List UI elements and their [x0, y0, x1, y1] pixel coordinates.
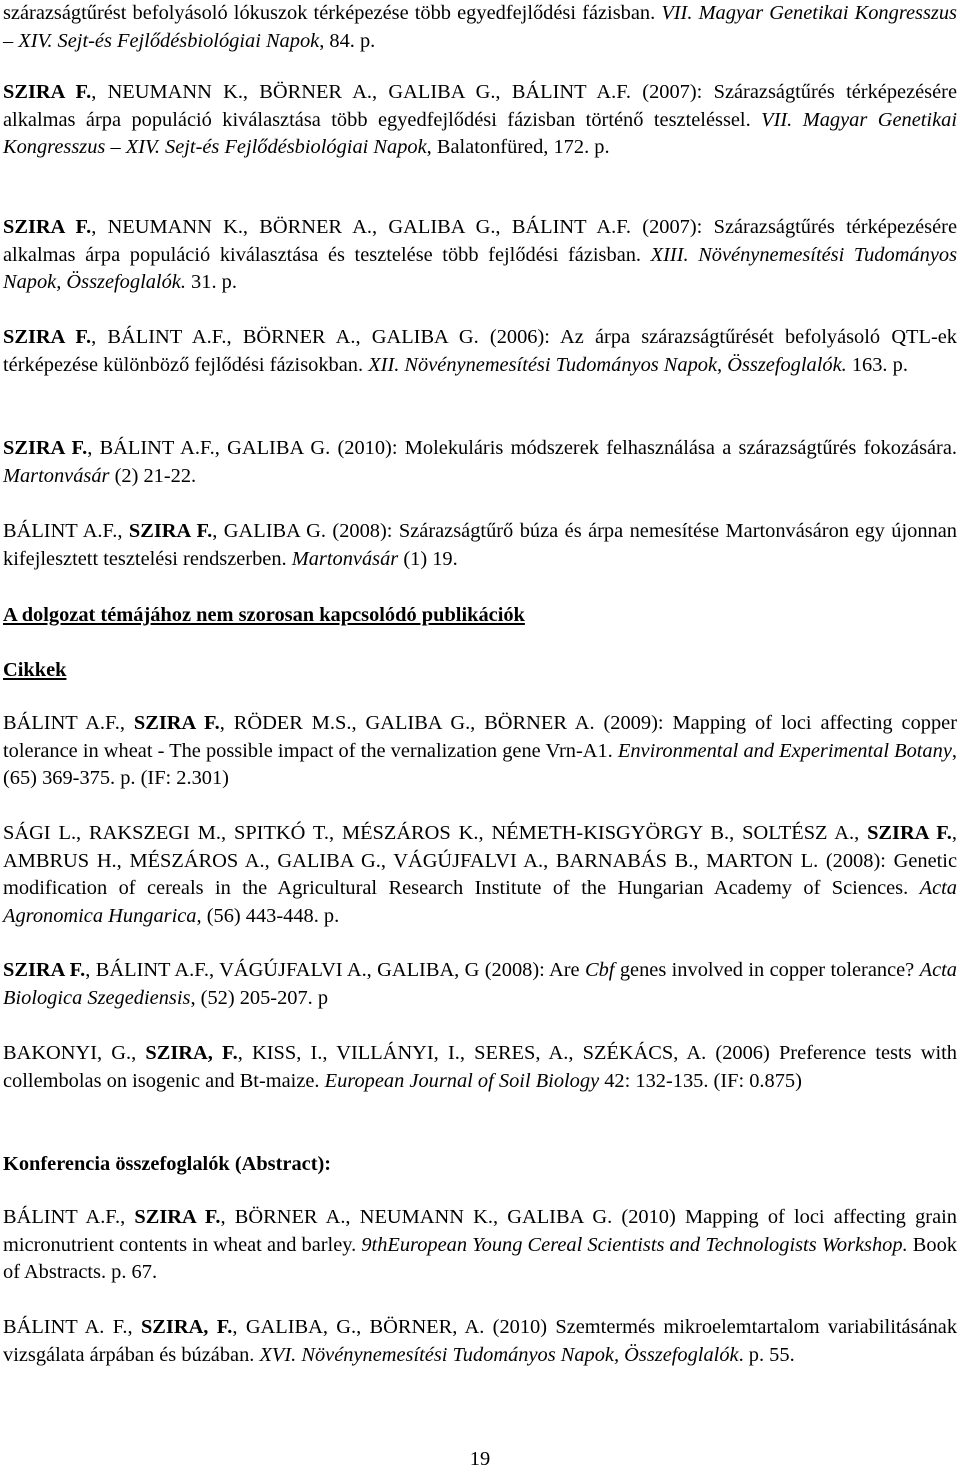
reference-source: 9thEuropean Young Cereal Scientists and Technologists Workshop.: [361, 1233, 908, 1256]
reference-entry: [3, 1040, 957, 1095]
author-highlight: SZIRA F.: [133, 712, 220, 734]
reference-text: szárazságtűrést befolyásoló lókuszok térképezése több egyedfejlődési fázisban.: [3, 2, 662, 24]
reference-text: , BÁLINT A.F., BÖRNER A., GALIBA G. (2006): Az árpa szárazságtűrését befolyásoló QTL-ek térképezése különböző fejlődési fázisokban.: [3, 326, 957, 376]
reference-source: Acta Biologica Szegediensis: [3, 959, 957, 1009]
reference-source: XVI. Növénynemesítési Tudományos Napok, Összefoglalók: [259, 1343, 739, 1366]
author-highlight: SZIRA F.: [3, 437, 88, 459]
reference-entry: [3, 79, 957, 162]
reference-text: 163. p.: [846, 353, 908, 376]
reference-text: , AMBRUS H., MÉSZÁROS A., GALIBA G., VÁGÚJFALVI A., BARNABÁS B., MARTON L. (2008): Genetic modification of cereals in the Agricultural Research Institute of the Hungarian Academy of Sciences.: [3, 822, 957, 900]
reference-text: 31. p.: [185, 271, 237, 294]
reference-source: VII. Magyar Genetikai Kongresszus – XIV. Sejt-és Fejlődésbiológiai Napok: [3, 108, 957, 159]
reference-entry: [3, 710, 957, 793]
reference-text: , NEUMANN K., BÖRNER A., GALIBA G., BÁLINT A.F. (2007): Szárazságtűrés térképezésére alkalmas árpa populáció kiválasztása és tesztelése több fejlődési fázisban.: [3, 216, 957, 266]
reference-text: , BÖRNER A., NEUMANN K., GALIBA G. (2010) Mapping of loci affecting grain micronutrient contents in wheat and barley.: [3, 1206, 957, 1256]
gene-name: Cbf: [584, 959, 615, 981]
author-highlight: SZIRA F.: [3, 216, 92, 238]
reference-text: BÁLINT A. F.,: [3, 1316, 141, 1338]
reference-text: , BÁLINT A.F., VÁGÚJFALVI A., GALIBA, G (2008): Are: [85, 959, 585, 981]
author-highlight: SZIRA F.: [867, 822, 952, 844]
author-highlight: SZIRA F.: [134, 1206, 221, 1228]
reference-text: , RÖDER M.S., GALIBA G., BÖRNER A. (2009): Mapping of loci affecting copper tolerance in wheat - The possible impact of the vernalization gene Vrn-A1.: [3, 712, 957, 762]
reference-text: , Balatonfüred, 172. p.: [426, 136, 610, 159]
reference-text: , GALIBA, G., BÖRNER, A. (2010) Szemtermés mikroelemtartalom variabilitásának vizsgálata árpában és búzában.: [3, 1316, 958, 1366]
reference-text: BAKONYI, G.,: [3, 1042, 146, 1064]
reference-source: Acta Agronomica Hungarica: [3, 877, 957, 927]
reference-text: 42: 132-135. (IF: 0.875): [599, 1069, 802, 1092]
reference-entry: [3, 820, 957, 930]
reference-source: VII. Magyar Genetikai Kongresszus – XIV. Sejt-és Fejlődésbiológiai Napok: [3, 2, 957, 52]
reference-entry: [3, 324, 957, 379]
reference-source: Martonvásár: [291, 547, 399, 570]
reference-text: (1) 19.: [398, 547, 458, 570]
reference-source: XII. Növénynemesítési Tudományos Napok, Összefoglalók.: [368, 353, 847, 376]
reference-entry: [3, 214, 957, 297]
reference-text: , KISS, I., VILLÁNYI, I., SERES, A., SZÉKÁCS, A. (2006) Preference tests with collembolas on isogenic and Bt-maize.: [3, 1042, 958, 1092]
reference-text: BÁLINT A.F.,: [3, 520, 129, 542]
author-highlight: SZIRA, F.: [140, 1316, 233, 1338]
reference-source: Martonvásár: [3, 464, 110, 487]
reference-text: (2) 21-22.: [109, 464, 197, 487]
reference-text: , (65) 369-375. p. (IF: 2.301): [3, 739, 957, 790]
reference-text: . p. 55.: [738, 1343, 795, 1366]
reference-text: , NEUMANN K., BÖRNER A., GALIBA G., BÁLINT A.F. (2007): Szárazságtűrés térképezésére alkalmas árpa populáció kiválasztása több egyedfejlődési fázisban történő teszteléssel.: [3, 81, 957, 131]
reference-source: Environmental and Experimental Botany: [617, 739, 952, 762]
reference-text: SÁGI L., RAKSZEGI M., SPITKÓ T., MÉSZÁROS K., NÉMETH-KISGYÖRGY B., SOLTÉSZ A.,: [3, 822, 868, 844]
reference-text: , (52) 205-207. p: [190, 986, 329, 1009]
reference-entry: [3, 518, 957, 573]
reference-entry: [3, 0, 957, 55]
author-highlight: SZIRA F.: [3, 326, 92, 348]
reference-text: BÁLINT A.F.,: [3, 1206, 135, 1228]
reference-text: BÁLINT A.F.,: [3, 712, 134, 734]
section-heading: Konferencia összefoglalók (Abstract):: [3, 1153, 332, 1175]
reference-source: XIII. Növénynemesítési Tudományos Napok, Összefoglalók.: [3, 243, 957, 294]
reference-entry: [3, 435, 957, 490]
reference-text: Book of Abstracts. p. 67.: [3, 1233, 957, 1284]
author-highlight: SZIRA F.: [3, 959, 86, 981]
reference-text: , BÁLINT A.F., GALIBA G. (2010): Molekuláris módszerek felhasználása a szárazságtűrés fokozására.: [87, 437, 957, 459]
reference-entry: [3, 1204, 957, 1287]
reference-entry: [3, 1314, 957, 1369]
author-highlight: SZIRA, F.: [145, 1042, 238, 1064]
reference-source: European Journal of Soil Biology: [324, 1069, 600, 1092]
page-number: 19: [469, 1448, 491, 1470]
reference-text: genes involved in copper tolerance?: [614, 959, 920, 981]
reference-text: , (56) 443-448. p.: [196, 904, 340, 927]
author-highlight: SZIRA F.: [3, 81, 92, 103]
section-heading: A dolgozat témájához nem szorosan kapcsolódó publikációk: [3, 604, 525, 626]
subsection-heading: Cikkek: [3, 659, 67, 681]
reference-text: , 84. p.: [319, 29, 376, 52]
author-highlight: SZIRA F.: [128, 520, 213, 542]
reference-text: , GALIBA G. (2008): Szárazságtűrő búza és árpa nemesítése Martonvásáron egy újonnan kifejlesztett tesztelési rendszerben.: [3, 520, 957, 570]
reference-entry: [3, 957, 957, 1012]
